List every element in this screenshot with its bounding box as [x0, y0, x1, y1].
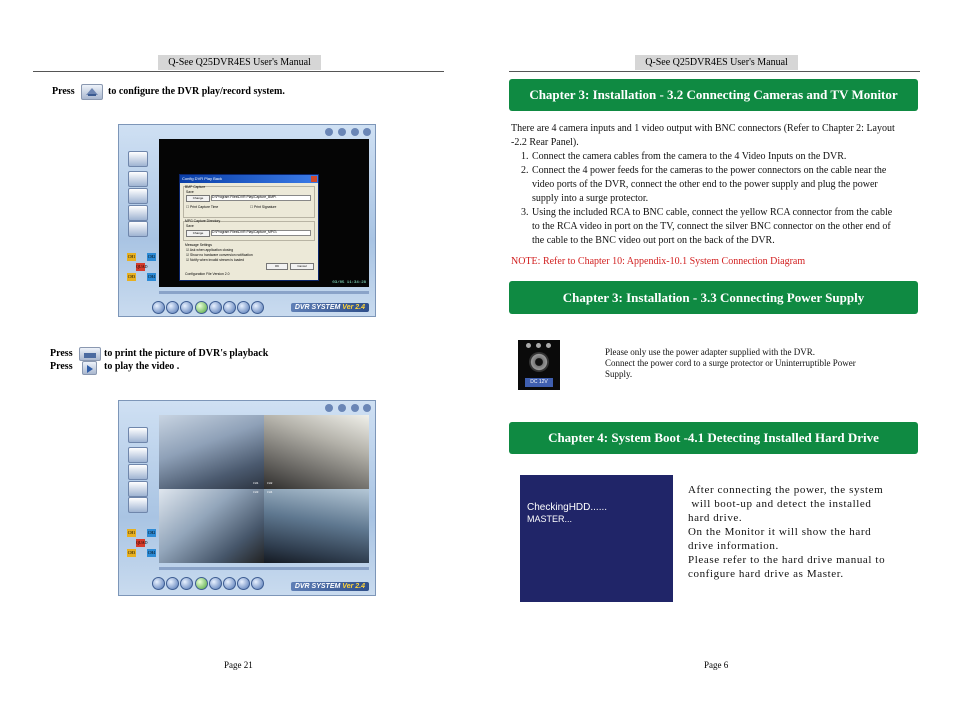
bmp-path-text: D:\Program Files\DVR Play\Capture_BMP\ — [212, 195, 277, 199]
dvr-step-back-button — [180, 301, 193, 314]
power-text-line-1: Please only use the power adapter supplied with the DVR. — [605, 347, 815, 357]
dvr2-settings-icon — [351, 404, 359, 412]
dvr2-brand-text: DVR SYSTEM — [294, 583, 341, 590]
intro-line-2: -2.2 Rear Panel). — [511, 137, 579, 148]
overlay-ch2: CH2 — [267, 482, 273, 485]
power-jack-photo — [518, 340, 560, 390]
dvr2-minimize-icon — [325, 404, 333, 412]
right-page-number: Page 6 — [704, 660, 729, 670]
checking-hdd-text: CheckingHDD...... — [527, 502, 608, 513]
config-icon — [81, 84, 103, 100]
dvr2-brand-label — [291, 582, 369, 591]
dvr2-quad-button: QUAD — [136, 540, 148, 545]
step-3-line-3: the cable to the BNC video out port on the back of the DVR. — [532, 235, 775, 246]
dvr-side-button-config — [128, 188, 148, 204]
dvr-config-screenshot — [118, 124, 376, 317]
press-config-text: to configure the DVR play/record system. — [108, 86, 285, 97]
screen-timestamp: 03/05 11:34:28 — [332, 281, 366, 285]
dvr-stop-button — [209, 301, 222, 314]
dvr-brand-label — [291, 303, 369, 312]
dvr-prev-button — [166, 301, 179, 314]
hdd-text-line-6: Please refer to the hard drive manual to — [688, 554, 886, 566]
step-3-number: 3. — [521, 207, 529, 218]
dvr-side-button-print — [128, 205, 148, 221]
press-print-prefix: Press — [50, 348, 73, 359]
dvr-step-fwd-button — [223, 301, 236, 314]
dvr-close-icon — [363, 128, 371, 136]
press-play-text: to play the video . — [104, 361, 180, 372]
power-pin-icon — [536, 343, 541, 348]
dvr2-step-fwd-button — [223, 577, 236, 590]
dvr2-progress-bar — [159, 567, 369, 570]
overlay-ch4: CH4 — [267, 491, 273, 494]
hdd-check-screen — [520, 475, 673, 602]
bmp-save-label: Save — [186, 190, 194, 194]
hdd-text-line-2: will boot-up and detect the installed — [688, 498, 872, 510]
overlay-ch1: CH1 — [253, 482, 259, 485]
left-page-number: Page 21 — [224, 660, 253, 670]
dvr2-step-back-button — [180, 577, 193, 590]
left-running-header: Q-See Q25DVR4ES User's Manual — [158, 55, 321, 70]
dvr-quad-button: QUAD — [136, 264, 148, 269]
hdd-description — [688, 483, 885, 581]
dvr-play-button — [195, 301, 208, 314]
dvr-ch3-button: CH3 — [127, 274, 136, 279]
step-2-line-1: Connect the 4 power feeds for the cameras to the power connectors on the cable near the — [532, 165, 887, 176]
dvr-side-button-open — [128, 151, 148, 167]
dvr-minimize-icon — [325, 128, 333, 136]
power-pin-icon — [526, 343, 531, 348]
power-pin-icon — [546, 343, 551, 348]
power-text-line-3: Supply. — [605, 369, 633, 379]
bmp-group-box — [183, 186, 315, 218]
dvr2-fast-fwd-button — [251, 577, 264, 590]
dvr-settings-icon — [351, 128, 359, 136]
option-invalid-stream: ☑ Notify when invalid stream is loaded — [186, 258, 245, 262]
dvr2-side-button-config — [128, 464, 148, 480]
dvr-version-text: Ver 2.4 — [342, 304, 365, 311]
dvr-help-icon — [338, 128, 346, 136]
dvr-rewind-button — [152, 301, 165, 314]
step-2-number: 2. — [521, 165, 529, 176]
dc-jack-icon — [529, 352, 549, 372]
dvr2-help-icon — [338, 404, 346, 412]
option-no-hardware: ☑ Show no hardware conversion notification — [186, 253, 253, 257]
option-ask-close-label: Ask when application closing — [189, 248, 234, 252]
hdd-text-line-3: hard drive. — [688, 512, 743, 524]
message-settings-label: Message Settings — [185, 243, 212, 247]
dvr2-prev-button — [166, 577, 179, 590]
print-capture-time-checkbox: ☐ Print Capture Time — [186, 205, 219, 209]
step-2-line-3: supply into a surge protector. — [532, 193, 649, 204]
dvr-ch2-button: CH2 — [147, 254, 156, 259]
right-header-rule — [509, 71, 920, 72]
dialog-ok-button: OK — [266, 263, 288, 270]
chapter-4-1-heading: Chapter 4: System Boot -4.1 Detecting Installed Hard Drive — [509, 422, 918, 454]
hdd-text-line-4: On the Monitor it will show the hard — [688, 526, 872, 538]
system-connection-note: NOTE: Refer to Chapter 10: Appendix-10.1 System Connection Diagram — [511, 256, 806, 267]
dvr-brand-text: DVR SYSTEM — [294, 304, 341, 311]
dvr-next-button — [237, 301, 250, 314]
camera-view-3 — [159, 489, 264, 563]
step-2-line-2: video ports of the DVR, connect the other end to the power supply and plug the power — [532, 179, 878, 190]
left-header-rule — [33, 71, 444, 72]
dvr-playback-screenshot — [118, 400, 376, 596]
press-play-prefix: Press — [50, 361, 73, 372]
chapter-3-3-heading: Chapter 3: Installation - 3.3 Connecting Power Supply — [509, 281, 918, 314]
press-print-text: to print the picture of DVR's playback — [104, 348, 269, 359]
hdd-text-line-7: configure hard drive as Master. — [688, 568, 844, 580]
config-version-label: Configuration File Version 2.0 — [185, 272, 230, 276]
dvr2-next-button — [237, 577, 250, 590]
hdd-text-line-5: drive information. — [688, 540, 779, 552]
dvr-side-button-search — [128, 171, 148, 187]
dvr2-side-button-export — [128, 497, 148, 513]
dvr2-ch1-button: CH1 — [127, 530, 136, 535]
dvr2-close-icon — [363, 404, 371, 412]
play-icon — [82, 361, 97, 375]
step-1-line-1: Connect the camera cables from the camera to the 4 Video Inputs on the DVR. — [532, 151, 847, 162]
step-1-number: 1. — [521, 151, 529, 162]
hdd-text-line-1: After connecting the power, the system — [688, 484, 884, 496]
dvr2-stop-button — [209, 577, 222, 590]
dvr-video-screen — [159, 139, 369, 287]
mpg-save-label: Save — [186, 224, 194, 228]
quad-camera-view — [159, 415, 369, 563]
dc-voltage-label: DC 12V — [525, 378, 553, 387]
step-3-line-2: to the RCA video in port on the TV, connect the silver BNC connector on the other end of — [532, 221, 891, 232]
dvr2-side-button-print — [128, 481, 148, 497]
dvr2-ch2-button: CH2 — [147, 530, 156, 535]
press-config-prefix: Press — [52, 86, 75, 97]
option-ask-close: ☑ Ask when application closing — [186, 248, 234, 252]
print-icon — [79, 347, 101, 361]
dvr-ch4-button: CH4 — [147, 274, 156, 279]
camera-view-2 — [264, 415, 369, 489]
dialog-title: Config DVR Play Back — [180, 175, 318, 183]
dvr2-side-button-open — [128, 427, 148, 443]
master-text: MASTER... — [527, 514, 573, 524]
dvr-side-button-export — [128, 221, 148, 237]
bmp-group-label: BMP Capture — [185, 185, 206, 189]
print-signature-label: Print Signature — [253, 205, 277, 209]
camera-view-4 — [264, 489, 369, 563]
dvr-ch1-button: CH1 — [127, 254, 136, 259]
dvr2-ch3-button: CH3 — [127, 550, 136, 555]
dvr2-side-button-search — [128, 447, 148, 463]
camera-view-1 — [159, 415, 264, 489]
step-3-line-1: Using the included RCA to BNC cable, connect the yellow RCA connector from the cable — [532, 207, 893, 218]
dvr-progress-bar — [159, 291, 369, 294]
intro-line-1: There are 4 camera inputs and 1 video output with BNC connectors (Refer to Chapter 2: Layout — [511, 123, 895, 134]
mpg-group-label: MPG Capture Directory — [185, 219, 221, 223]
dialog-cancel-button: Cancel — [290, 263, 314, 270]
power-text-line-2: Connect the power cord to a surge protector or Uninterruptible Power — [605, 358, 856, 368]
overlay-ch3: CH3 — [253, 491, 259, 494]
dvr2-ch4-button: CH4 — [147, 550, 156, 555]
option-invalid-stream-label: Notify when invalid stream is loaded — [189, 258, 245, 262]
print-capture-time-label: Print Capture Time — [189, 205, 219, 209]
mpg-path-text: D:\Program Files\DVR Play\Capture_MPG\ — [212, 230, 277, 234]
config-playback-dialog — [179, 174, 319, 281]
print-signature-checkbox: ☐ Print Signature — [250, 205, 277, 209]
dvr2-play-button — [195, 577, 208, 590]
dvr-fast-fwd-button — [251, 301, 264, 314]
dvr2-rewind-button — [152, 577, 165, 590]
right-running-header: Q-See Q25DVR4ES User's Manual — [635, 55, 798, 70]
bmp-change-button: Change — [186, 195, 210, 202]
mpg-change-button: Change — [186, 230, 210, 237]
dvr2-version-text: Ver 2.4 — [342, 583, 365, 590]
chapter-3-2-heading: Chapter 3: Installation - 3.2 Connecting Cameras and TV Monitor — [509, 79, 918, 111]
dialog-close-icon — [311, 176, 317, 182]
option-no-hardware-label: Show no hardware conversion notification — [189, 253, 253, 257]
